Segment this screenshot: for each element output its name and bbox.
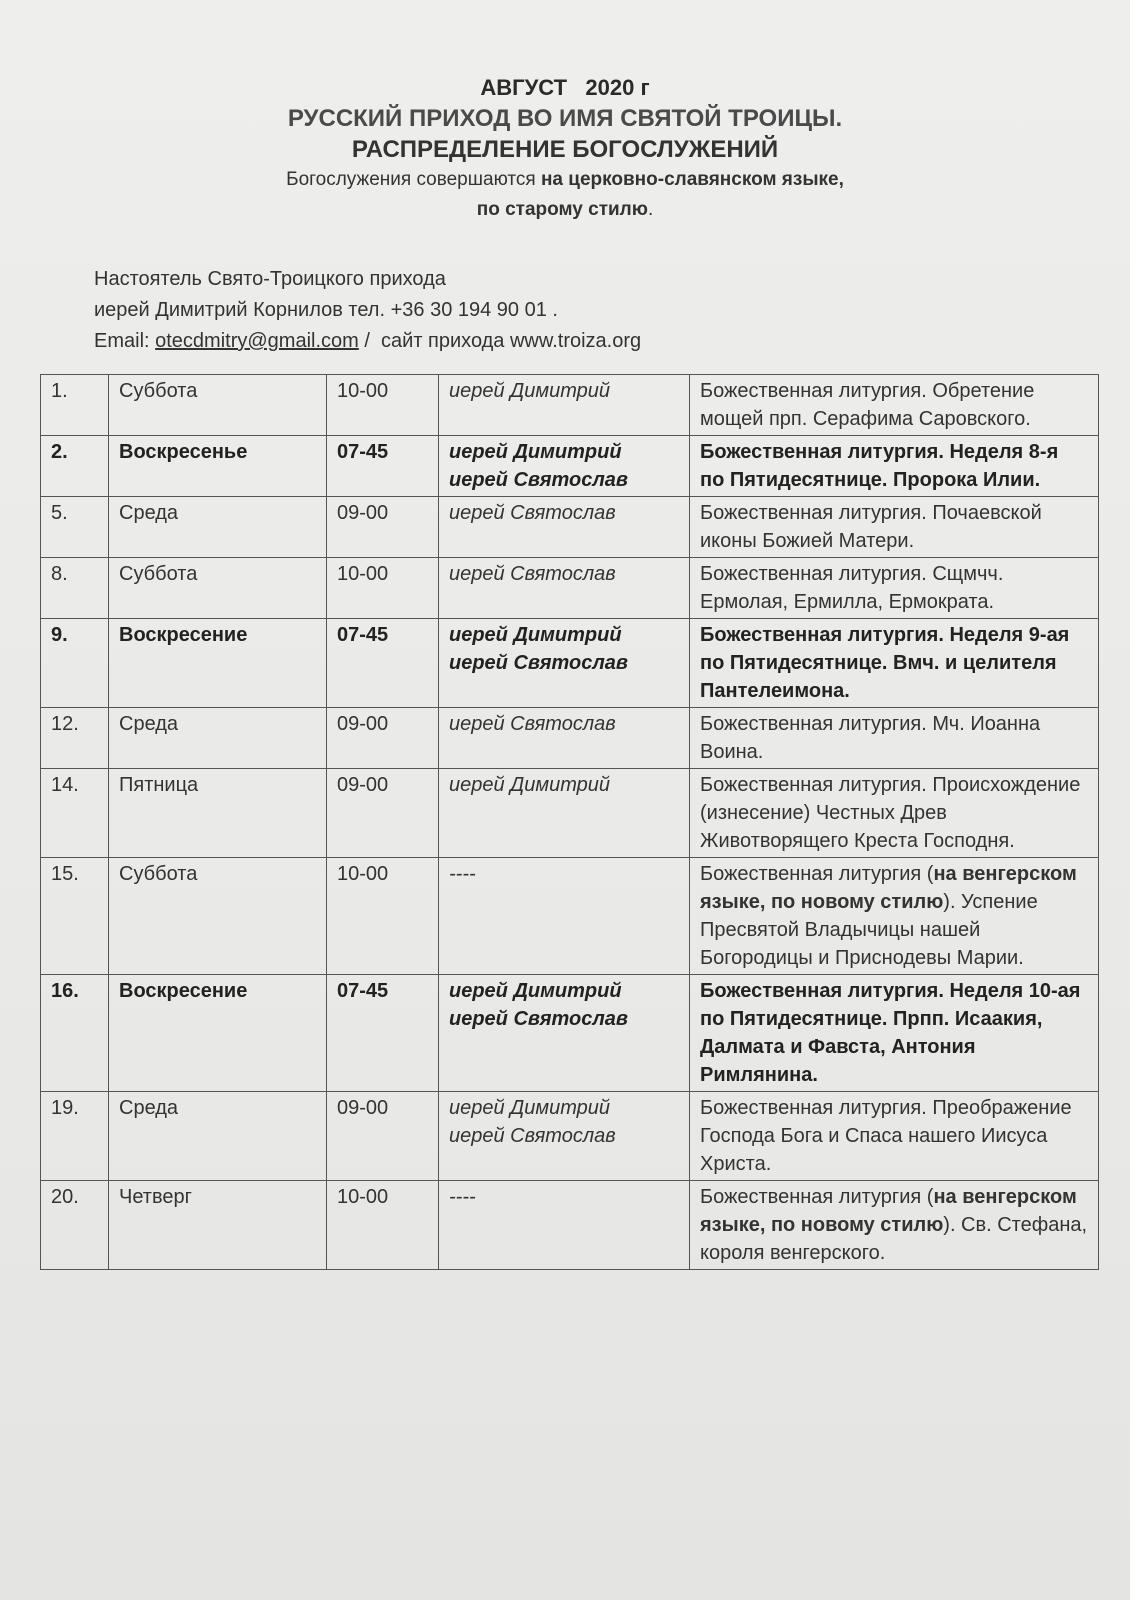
table-row [41, 769, 1099, 858]
priest-name: иерей Святослав [449, 502, 616, 524]
priest-name: иерей Димитрий [449, 1097, 611, 1119]
priest-cell [439, 1092, 690, 1181]
weekday-cell: Среда [109, 1092, 327, 1181]
priest-cell [439, 436, 690, 497]
date-number-cell: 2. [41, 436, 109, 497]
priest-name: иерей Димитрий [449, 774, 611, 796]
time-cell: 07-45 [327, 975, 439, 1092]
table-row [41, 858, 1099, 975]
date-number-cell: 14. [41, 769, 109, 858]
weekday-cell: Суббота [109, 375, 327, 436]
priest-name: иерей Святослав [449, 563, 616, 585]
time-cell: 09-00 [327, 708, 439, 769]
priest-cell [439, 375, 690, 436]
email-label: Email: [94, 330, 156, 352]
website-text: / сайт прихода www.troiza.org [358, 330, 642, 352]
weekday-cell: Четверг [109, 1181, 327, 1270]
priest-name: ---- [449, 1186, 476, 1208]
priest-phone-line: иерей Димитрий Корнилов тел. +36 30 194 90 01 . [94, 299, 558, 321]
language-note-bold: на церковно-славянском языке, [540, 169, 844, 190]
month-title: АВГУСТ 2020 г [480, 75, 650, 100]
weekday-cell: Суббота [109, 858, 327, 975]
time-cell: 09-00 [327, 1092, 439, 1181]
priest-cell [439, 558, 690, 619]
priest-name: иерей Димитрий [449, 980, 622, 1002]
table-row [41, 975, 1099, 1092]
weekday-cell: Пятница [109, 769, 327, 858]
date-number-cell: 16. [41, 975, 109, 1092]
weekday-cell: Среда [109, 497, 327, 558]
date-number-cell: 8. [41, 558, 109, 619]
service-description-cell: Божественная литургия. Неделя 10-ая по Пятидесятнице. Прпп. Исаакия, Далмата и Фавста, Антония Римлянина. [690, 975, 1099, 1092]
table-row [41, 1092, 1099, 1181]
time-cell: 07-45 [327, 619, 439, 708]
priest-name: иерей Святослав [449, 1125, 616, 1147]
time-cell: 10-00 [327, 858, 439, 975]
priest-name: иерей Димитрий [449, 380, 611, 402]
weekday-cell: Воскресенье [109, 436, 327, 497]
time-cell: 10-00 [327, 375, 439, 436]
priest-name: иерей Святослав [449, 469, 628, 491]
description-text: Божественная литургия ( [700, 863, 934, 885]
service-description-cell: Божественная литургия. Неделя 8-я по Пятидесятнице. Пророка Илии. [690, 436, 1099, 497]
table-row [41, 619, 1099, 708]
services-table [40, 374, 1099, 1270]
language-note-prefix: Богослужения совершаются [286, 169, 541, 190]
priest-name: иерей Святослав [449, 1008, 628, 1030]
email-line [94, 326, 641, 357]
priest-cell [439, 1181, 690, 1270]
priest-name: иерей Димитрий [449, 624, 622, 646]
date-number-cell: 5. [41, 497, 109, 558]
time-cell: 09-00 [327, 497, 439, 558]
services-table-body [41, 375, 1099, 1270]
table-row [41, 497, 1099, 558]
time-cell: 10-00 [327, 558, 439, 619]
parish-title: РУССКИЙ ПРИХОД ВО ИМЯ СВЯТОЙ ТРОИЦЫ. [287, 105, 843, 132]
time-cell: 10-00 [327, 1181, 439, 1270]
style-note-text: по старому стилю [476, 199, 648, 220]
table-row [41, 558, 1099, 619]
description-language-note: на венгерском языке, по новому стилю [700, 1186, 1077, 1236]
language-note [0, 165, 1130, 195]
time-cell: 09-00 [327, 769, 439, 858]
service-description-cell [690, 858, 1099, 975]
date-number-cell: 15. [41, 858, 109, 975]
style-note [0, 195, 1130, 225]
priest-cell [439, 858, 690, 975]
style-note-end: . [647, 199, 654, 220]
description-text: ). Св. Стефана, короля венгерского. [700, 1214, 1088, 1264]
priest-cell [439, 975, 690, 1092]
service-description-cell: Божественная литургия. Обретение мощей прп. Серафима Саровского. [690, 375, 1099, 436]
weekday-cell: Воскресение [109, 975, 327, 1092]
document-heading [0, 72, 1130, 225]
rector-line: Настоятель Свято-Троицкого прихода [94, 268, 446, 290]
description-text: Божественная литургия ( [700, 1186, 934, 1208]
table-row [41, 375, 1099, 436]
date-number-cell: 20. [41, 1181, 109, 1270]
priest-cell [439, 708, 690, 769]
priest-name: иерей Святослав [449, 713, 616, 735]
priest-name: ---- [449, 863, 476, 885]
priest-cell [439, 619, 690, 708]
table-row [41, 708, 1099, 769]
description-language-note: на венгерском языке, по новому стилю [700, 863, 1077, 913]
service-description-cell: Божественная литургия. Почаевской иконы Божией Матери. [690, 497, 1099, 558]
priest-name: иерей Димитрий [449, 441, 622, 463]
weekday-cell: Суббота [109, 558, 327, 619]
date-number-cell: 12. [41, 708, 109, 769]
table-row [41, 436, 1099, 497]
weekday-cell: Воскресение [109, 619, 327, 708]
service-description-cell: Божественная литургия. Преображение Господа Бога и Спаса нашего Иисуса Христа. [690, 1092, 1099, 1181]
priest-cell [439, 769, 690, 858]
time-cell: 07-45 [327, 436, 439, 497]
date-number-cell: 19. [41, 1092, 109, 1181]
service-description-cell: Божественная литургия. Неделя 9-ая по Пятидесятнице. Вмч. и целителя Пантелеимона. [690, 619, 1099, 708]
service-description-cell: Божественная литургия. Происхождение (изнесение) Честных Древ Животворящего Креста Господня. [690, 769, 1099, 858]
service-description-cell: Божественная литургия. Мч. Иоанна Воина. [690, 708, 1099, 769]
service-description-cell [690, 1181, 1099, 1270]
description-text: ). Успение Пресвятой Владычицы нашей Богородицы и Приснодевы Марии. [700, 891, 1038, 969]
date-number-cell: 1. [41, 375, 109, 436]
service-description-cell: Божественная литургия. Сщмчч. Ермолая, Ермилла, Ермократа. [690, 558, 1099, 619]
email-link[interactable]: otecdmitry@gmail.com [155, 330, 359, 352]
contact-block [94, 264, 641, 357]
priest-name: иерей Святослав [449, 652, 628, 674]
weekday-cell: Среда [109, 708, 327, 769]
schedule-title: РАСПРЕДЕЛЕНИЕ БОГОСЛУЖЕНИЙ [351, 136, 779, 163]
table-row [41, 1181, 1099, 1270]
date-number-cell: 9. [41, 619, 109, 708]
priest-cell [439, 497, 690, 558]
